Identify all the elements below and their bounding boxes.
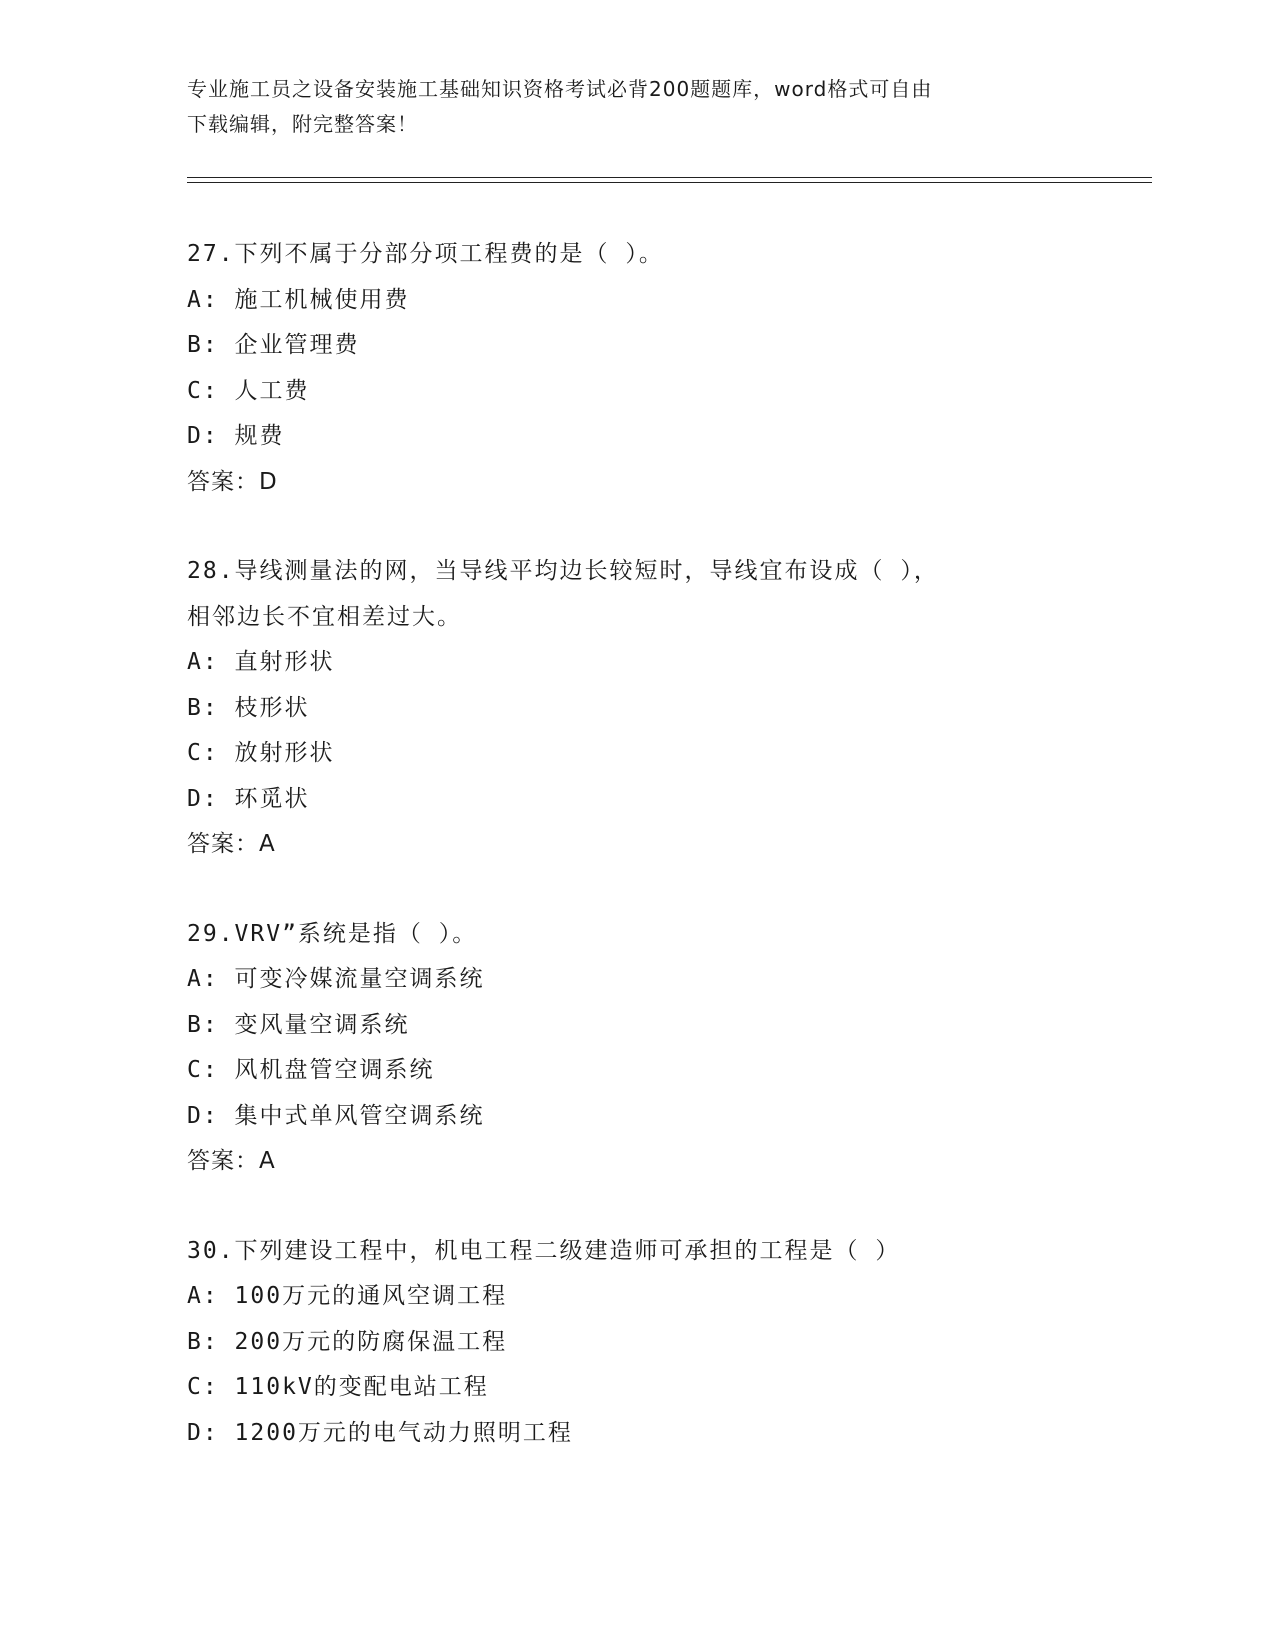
option-c: C: 放射形状 [187,740,335,766]
option-a: A: 直射形状 [187,649,335,675]
question-29 [187,912,1087,1185]
option-b: B: 变风量空调系统 [187,1011,410,1038]
question-list [187,232,1087,1500]
header-divider-bottom [187,182,1152,183]
option-a: A: 施工机械使用费 [187,286,410,313]
question-28 [187,549,1087,868]
option-d: D: 1200万元的电气动力照明工程 [187,1419,573,1446]
option-c: C: 110kV的变配电站工程 [187,1374,489,1400]
question-30 [187,1229,1087,1457]
option-a: A: 可变冷媒流量空调系统 [187,966,485,992]
question-stem: 28.导线测量法的网，当导线平均边长较短时，导线宜布设成（ ）， [187,558,939,584]
option-c: C: 风机盘管空调系统 [187,1057,435,1083]
option-d: D: 环觅状 [187,785,310,812]
answer-line: 答案：A [187,831,276,857]
option-d: D: 集中式单风管空调系统 [187,1102,485,1129]
question-27 [187,232,1087,505]
option-b: B: 200万元的防腐保温工程 [187,1328,508,1355]
document-header [187,72,1087,142]
option-b: B: 枝形状 [187,694,310,721]
question-stem: 27.下列不属于分部分项工程费的是（ ）。 [187,241,664,267]
answer-line: 答案：A [187,1148,276,1174]
option-b: B: 企业管理费 [187,332,360,358]
option-a: A: 100万元的通风空调工程 [187,1283,508,1309]
header-line-2: 下载编辑，附完整答案！ [187,112,418,136]
question-stem: 29.VRV”系统是指（ ）。 [187,920,478,947]
header-divider-top [187,177,1152,178]
answer-line: 答案：D [187,468,278,495]
option-c: C: 人工费 [187,377,310,404]
option-d: D: 规费 [187,423,285,449]
header-line-1: 专业施工员之设备安装施工基础知识资格考试必背200题题库，word格式可自由 [187,77,933,101]
question-stem-continued: 相邻边长不宜相差过大。 [187,603,462,630]
question-stem: 30.下列建设工程中，机电工程二级建造师可承担的工程是（ ） [187,1237,901,1264]
